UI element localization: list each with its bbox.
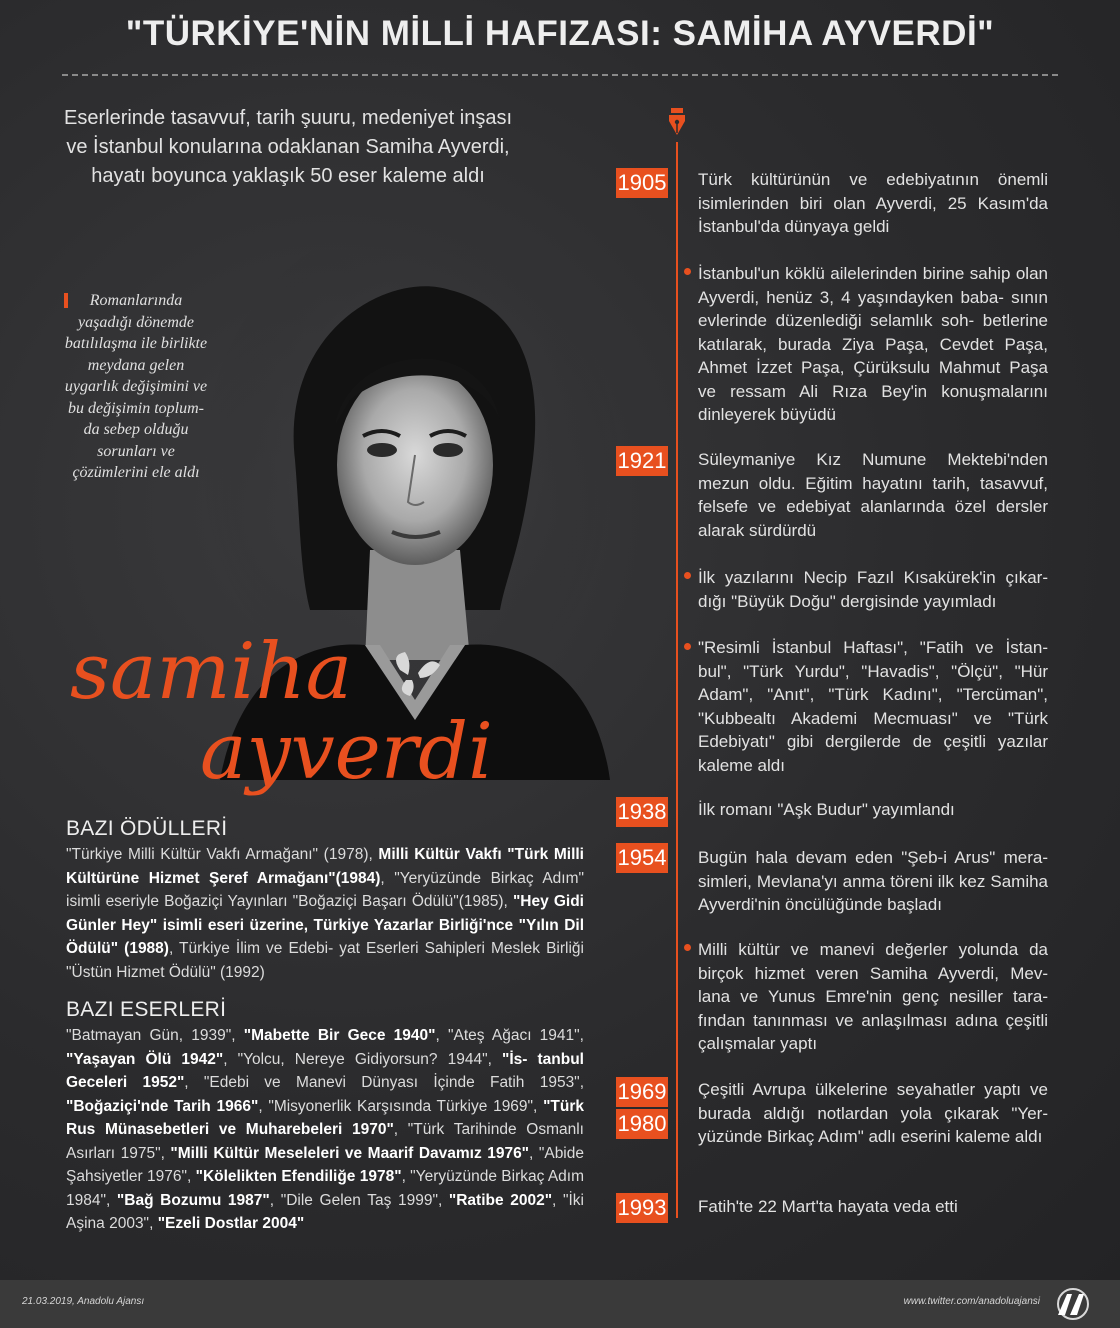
timeline-event: "Resimli İstanbul Haftası", "Fatih ve İstan- bul", "Türk Yurdu", "Havadis", "Ölçü", "Hür Adam", "Anıt", "Türk Kadını", "Tercüman", "Kubbealtı Akademi Mecmuası" ve "Türk Edebiyatı" gibi dergilerde de çeşitli yazılar kaleme aldı xyxy=(698,638,1048,775)
timeline-event: Milli kültür ve manevi değerler yolunda da birçok hizmet veren Samiha Ayverdi, Mev- lana ve Yunus Emre'nin genç nesiller tara- fından tanınması ve anlaşılması adına çeşitli çalışmalar yaptı xyxy=(698,940,1048,1053)
timeline-event: İlk romanı "Aşk Budur" yayımlandı xyxy=(698,800,955,819)
awards-body xyxy=(66,843,584,984)
works-text-part: "Milli Kültür Meseleleri ve Maarif Davamız 1976" xyxy=(170,1144,530,1162)
intro-text: Eserlerinde tasavvuf, tarih şuuru, medeniyet inşası ve İstanbul konularına odaklanan Samiha Ayverdi, hayatı boyunca yaklaşık 50 eser kaleme aldı xyxy=(64,107,512,187)
quote-text: Romanlarında yaşadığı dönemde batılılaşma ile birlikte meydana gelen uygarlık değişimini ve bu değişimin toplum- da sebep olduğu sorunları ve çözümlerini ele aldı xyxy=(64,292,208,481)
timeline-event: İstanbul'un köklü ailelerinden birine sahip olan Ayverdi, henüz 3, 4 yaşındayken baba- sının evlerinde düzenlediği selamlık soh- betlerine katılarak, burada Ziya Paşa, Cevdet Paşa, Ahmet İzzet Paşa, Çürüksulu Mahmut Paşa ve ressam Ali Rıza Bey'in konuşmalarını dinleyerek büyüdü xyxy=(698,264,1048,424)
year-badge-1905: 1905 xyxy=(616,168,668,198)
timeline-line xyxy=(676,142,678,1218)
works-text-part: , "İki Aşina 2003", xyxy=(66,1191,584,1232)
works-text-part: "Boğaziçi'nde Tarih 1966" xyxy=(66,1097,259,1115)
works-text-part: "Ratibe 2002" xyxy=(448,1191,553,1209)
works-text-part: , "Ateş Ağacı 1941", xyxy=(435,1027,584,1044)
awards-heading: BAZI ÖDÜLLERİ xyxy=(66,817,228,840)
works-text-part: "İs- tanbul Geceleri 1952" xyxy=(66,1050,584,1091)
works-text-part: "Bağ Bozumu 1987" xyxy=(116,1191,270,1209)
year-badge-1980: 1980 xyxy=(616,1109,668,1139)
awards-text-part: , Türkiye İlim ve Edebi- yat Eserleri Sahipleri Meslek Birliği "Üstün Hizmet Ödülü" (1992) xyxy=(66,940,584,981)
works-text-part: , "Yolcu, Nereye Gidiyorsun? 1944", xyxy=(223,1050,502,1068)
works-text-part: , "Abide Şahsiyetler 1976", xyxy=(66,1144,584,1185)
bullet-dot xyxy=(684,944,691,951)
bullet-dot xyxy=(684,572,691,579)
aa-logo-icon xyxy=(1048,1288,1098,1320)
footer-twitter-link[interactable]: www.twitter.com/anadoluajansi xyxy=(903,1296,1040,1307)
timeline-event: Bugün hala devam eden "Şeb-i Arus" mera- simleri, Mevlana'yı anma töreni ilk kez Samiha Ayverdi'nin öncülüğünde başladı xyxy=(698,848,1048,914)
bullet-dot xyxy=(684,268,691,275)
works-text-part: "Yaşayan Ölü 1942" xyxy=(66,1050,224,1068)
year-badge-1993: 1993 xyxy=(616,1193,668,1223)
signature-logo xyxy=(60,620,580,800)
works-text-part: "Mabette Bir Gece 1940" xyxy=(243,1027,436,1044)
works-text-part: "Türk Rus Münasebetleri ve Muharebeleri 1970" xyxy=(66,1097,584,1138)
works-text-part: , "Yeryüzünde Birkaç Adım 1984", xyxy=(66,1168,585,1209)
bullet-dot xyxy=(684,643,691,650)
works-text-part: "Ezeli Dostlar 2004" xyxy=(157,1215,305,1232)
signature-line-1: samiha xyxy=(70,627,353,717)
timeline-event: Süleymaniye Kız Numune Mektebi'nden mezun oldu. Eğitim hayatını tarih, tasavvuf, felsefe ve edebiyat alanlarında özel dersler alarak sürdürdü xyxy=(698,450,1048,540)
timeline-event: Fatih'te 22 Mart'ta hayata veda etti xyxy=(698,1197,958,1216)
works-body xyxy=(66,1024,584,1236)
year-badge-1921: 1921 xyxy=(616,446,668,476)
year-badge-1969: 1969 xyxy=(616,1077,668,1107)
timeline-event: Türk kültürünün ve edebiyatının önemli isimlerinden biri olan Ayverdi, 25 Kasım'da İstanbul'da dünyaya geldi xyxy=(698,170,1048,236)
signature-line-2: ayverdi xyxy=(200,707,493,797)
footer xyxy=(0,1280,1120,1328)
works-text-part: "Kölelikten Efendiliğe 1978" xyxy=(195,1168,402,1185)
fountain-pen-icon xyxy=(666,108,688,136)
year-badge-1954: 1954 xyxy=(616,843,668,873)
works-text-part: "Batmayan Gün, 1939", xyxy=(66,1027,244,1044)
year-badge-1938: 1938 xyxy=(616,797,668,827)
works-text-part: , "Türk Tarihinde Osmanlı Asırları 1975", xyxy=(66,1121,584,1162)
timeline-event: Çeşitli Avrupa ülkelerine seyahatler yaptı ve burada aldığı notlardan yola çıkarak "Yer- yüzünde Birkaç Adım" adlı eserini kaleme aldı xyxy=(698,1080,1048,1146)
awards-text-part: "Hey Gidi Günler Hey" isimli eseri üzerine, Türkiye Yazarlar Birliği'nce "Yılın Dil Ödülü" (1988) xyxy=(66,893,584,957)
awards-text-part: "Türkiye Milli Kültür Vakfı Armağanı" (1978), xyxy=(66,846,379,863)
awards-text-part: Milli Kültür Vakfı "Türk Milli Kültürüne Hizmet Şeref Armağanı"(1984) xyxy=(66,846,584,887)
works-text-part: , "Misyonerlik Karşısında Türkiye 1969", xyxy=(258,1097,544,1115)
page-title: "TÜRKİYE'NİN MİLLİ HAFIZASI: SAMİHA AYVERDİ" xyxy=(125,14,995,53)
footer-date-source: 21.03.2019, Anadolu Ajansı xyxy=(22,1296,145,1307)
timeline-event: İlk yazılarını Necip Fazıl Kısakürek'in çıkar- dığı "Büyük Doğu" dergisinde yayımladı xyxy=(698,568,1048,611)
awards-text-part: , "Yeryüzünde Birkaç Adım" isimli eseriyle Boğaziçi Yayınları "Boğaziçi Başarı Ödülü"(1985), xyxy=(66,869,584,910)
works-text-part: , "Edebi ve Manevi Dünyası İçinde Fatih 1953", xyxy=(184,1074,584,1091)
works-heading: BAZI ESERLERİ xyxy=(66,998,227,1021)
works-text-part: , "Dile Gelen Taş 1999", xyxy=(269,1191,449,1209)
title-divider xyxy=(62,74,1058,76)
